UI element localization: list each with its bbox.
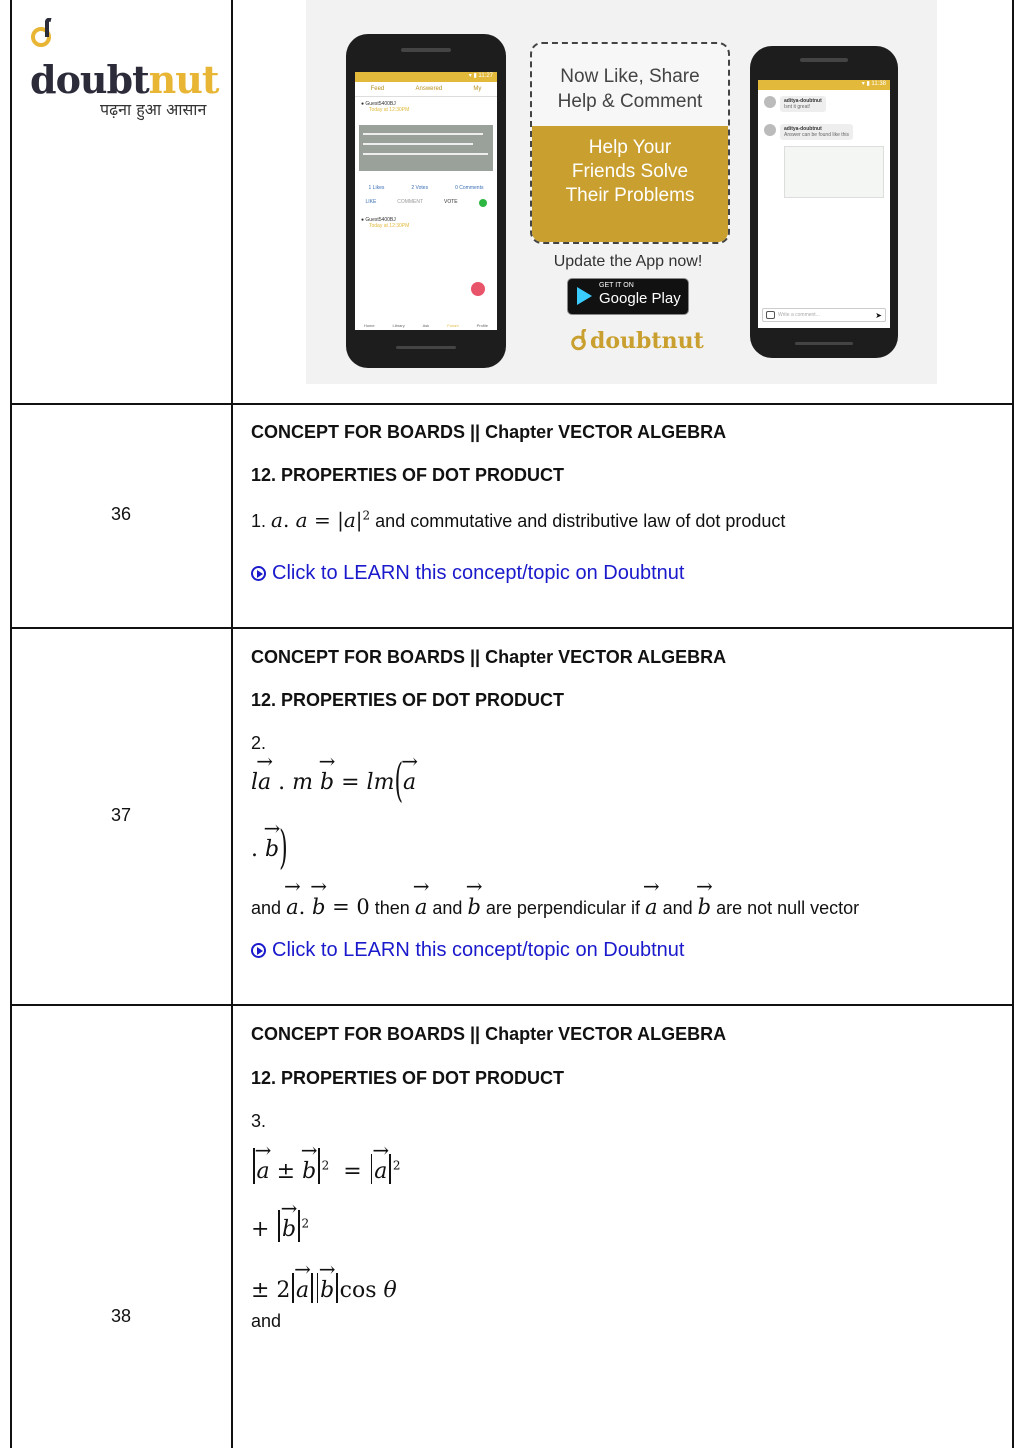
gplay-big-label: Google Play: [599, 290, 681, 307]
section-title: 12. PROPERTIES OF DOT PRODUCT: [251, 690, 565, 710]
concept-title: CONCEPT FOR BOARDS || Chapter VECTOR ALGEBRA: [251, 422, 727, 442]
word-and: and: [662, 898, 693, 918]
table-border-left: [10, 0, 12, 1448]
banner-brand-logo: [570, 328, 704, 354]
concept-title: CONCEPT FOR BOARDS || Chapter VECTOR ALGEBRA: [251, 647, 727, 667]
stat-comments: 0 Comments: [455, 185, 484, 191]
whatsapp-icon: [479, 199, 487, 207]
promo-sub2: Friends Solve: [571, 161, 689, 182]
feed-time-2: Today at 12:30PM: [369, 223, 410, 229]
app-promo-banner[interactable]: [306, 0, 937, 384]
learn-link-text: Click to LEARN this concept/topic on Doubtnut: [272, 562, 685, 584]
item-prefix: 3.: [251, 1111, 267, 1131]
promo-sub3: Their Problems: [565, 185, 695, 206]
play-store-icon: [577, 287, 592, 305]
chat-input: Write a comment...: [778, 312, 820, 318]
avatar: [764, 96, 776, 108]
property-1-text: and commutative and distributive law of dot product: [370, 511, 786, 531]
word-and: and: [251, 1311, 282, 1331]
table-border-right: [1012, 0, 1014, 1448]
section-title: 12. PROPERTIES OF DOT PRODUCT: [251, 465, 565, 485]
camera-icon: [766, 311, 775, 319]
nav-profile: Profile: [476, 323, 488, 328]
tab-my: My: [473, 86, 482, 92]
chat-text-1: Isnt it great!: [784, 104, 811, 110]
doubtnut-logo-icon: [30, 12, 56, 57]
chat-user-2: aditya-doubtnut: [784, 126, 822, 132]
feed-user: Guest5400BJ: [365, 101, 396, 107]
action-vote: VOTE: [443, 199, 458, 205]
avatar: [764, 124, 776, 136]
learn-link[interactable]: [251, 562, 684, 585]
stat-likes: 1 Likes: [368, 185, 385, 191]
row-number: 37: [110, 805, 132, 825]
google-play-button[interactable]: [567, 278, 689, 315]
logo-word-b: nut: [148, 57, 219, 102]
concept-title: CONCEPT FOR BOARDS || Chapter VECTOR ALGEBRA: [251, 1024, 727, 1044]
row-number: 38: [110, 1306, 132, 1326]
word-and: and: [251, 898, 282, 918]
row-border: [10, 1004, 1014, 1006]
section-title: 12. PROPERTIES OF DOT PRODUCT: [251, 1068, 565, 1088]
row-border: [10, 627, 1014, 629]
play-circle-icon: [251, 943, 266, 958]
feed-user-2: Guest5400BJ: [365, 217, 396, 223]
doubtnut-logo: [30, 8, 220, 120]
formula-dot-self: a. $a = |a|^2$: [271, 508, 371, 532]
banner-brand-text: doubtnut: [590, 328, 704, 354]
word-not-null: are not null vector: [716, 898, 860, 918]
property-2-text: and → a. → b = 0 then → a and → b are perpendicular if → a and → b are not null vector: [251, 893, 859, 919]
gplay-small-label: GET IT ON: [599, 282, 634, 289]
feed-time: Today at 12:30PM: [369, 107, 410, 113]
logo-word-a: doubt: [30, 57, 149, 102]
send-icon: ➤: [875, 310, 882, 320]
question-image: [359, 125, 493, 171]
learn-link-text: Click to LEARN this concept/topic on Doubtnut: [272, 939, 685, 961]
word-perpendicular: are perpendicular if: [485, 898, 640, 918]
chat-user-1: aditya-doubtnut: [784, 98, 822, 104]
nav-library: Library: [392, 323, 405, 328]
play-circle-icon: [251, 566, 266, 581]
promo-card: [530, 42, 730, 244]
formula-scalar-dot-cont: . → b): [251, 835, 288, 862]
property-1: [251, 508, 785, 532]
action-comment: COMMENT: [397, 199, 424, 205]
fab-button: [471, 282, 485, 296]
tab-feed: Feed: [370, 86, 385, 92]
nav-forum: Forum: [447, 323, 459, 328]
nav-home: Home: [363, 323, 375, 328]
tab-answered: Answered: [415, 86, 443, 92]
row-number: 36: [110, 504, 132, 524]
promo-sub1: Help Your: [588, 137, 672, 158]
item-prefix: 1.: [251, 511, 267, 531]
table-border-divider: [231, 0, 233, 1448]
promo-line2: Help & Comment: [557, 91, 703, 112]
nav-ask: Ask: [422, 323, 430, 328]
word-and: and: [432, 898, 463, 918]
action-like: LIKE: [365, 199, 377, 205]
stat-votes: 2 Votes: [411, 185, 429, 191]
item-prefix: 2.: [251, 733, 267, 753]
word-then: then: [374, 898, 410, 918]
formula-cos-term: ± 2→ a→ b cos θ: [251, 1273, 397, 1303]
logo-tagline: पढ़ना हुआ आसान: [100, 100, 207, 119]
update-app-text: Update the App now!: [553, 253, 703, 270]
chat-image: [784, 146, 884, 198]
formula-magnitude-b: + → b $^2$: [251, 1210, 309, 1242]
promo-line1: Now Like, Share: [560, 66, 700, 87]
row-border: [10, 403, 1014, 405]
formula-magnitude-sum: → a ± → b $^2$ = → a $^2$: [251, 1148, 400, 1184]
learn-link[interactable]: [251, 939, 684, 962]
phone-feed-mockup: ▾ ▮ 11:27 Feed Answered My ● Guest5400BJ Today at 12:30PM 1 Likes 2 Votes 0 Comments LIKE COMMENT VOTE ● Guest5400BJ Today at 12:30PM Home Library Ask Forum Profile: [346, 34, 506, 368]
chat-text-2: Answer can be found like this: [784, 132, 850, 138]
formula-scalar-dot: l→ a . m → b = lm(→ a: [251, 768, 416, 795]
phone-chat-mockup: ▾ ▮ 11:38 aditya-doubtnut Isnt it great! aditya-doubtnut Answer can be found like this Write a comment... ➤: [750, 46, 898, 358]
